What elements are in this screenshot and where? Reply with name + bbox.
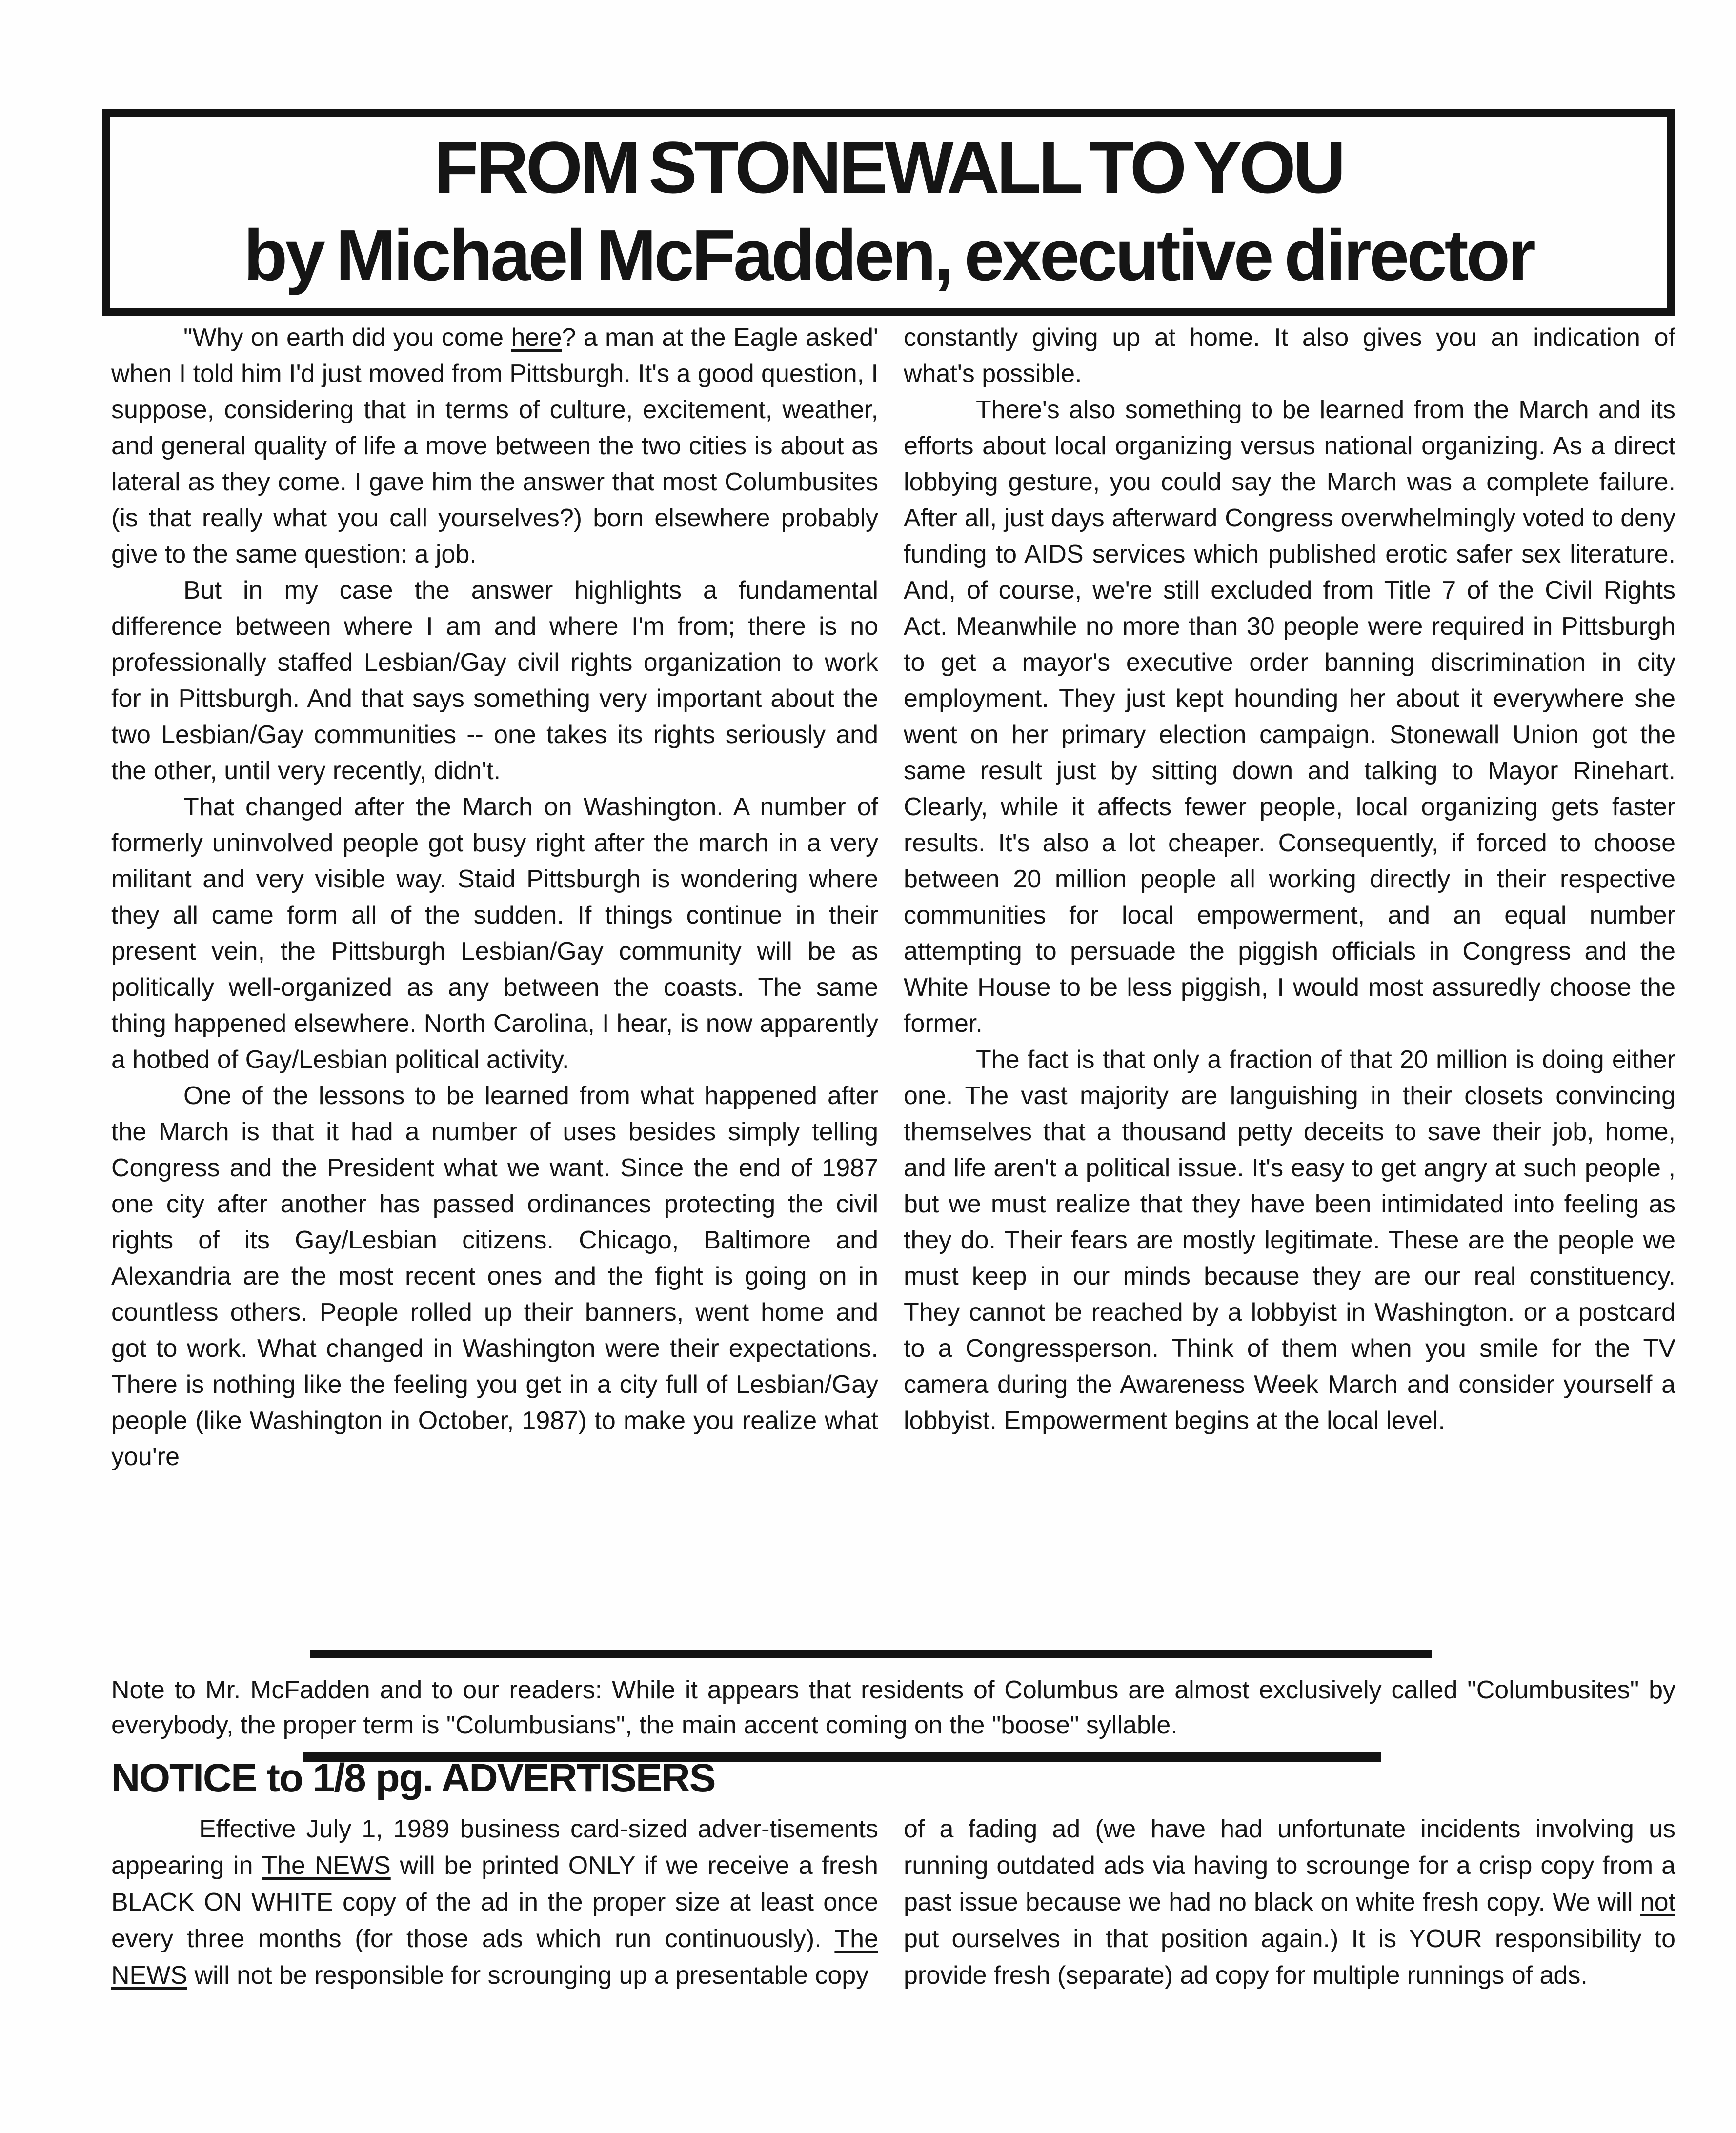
paragraph: constantly giving up at home. It also gives you an indication of what's possible. xyxy=(904,323,1675,388)
paragraph: Note to Mr. McFadden and to our readers: While it appears that residents of Columbus are almost exclusively called "Columbusites" by everybody, the proper term is "Columbusians", the main accent coming on the "boose" syllable. xyxy=(111,1676,1675,1739)
article-column-right xyxy=(904,320,1675,1439)
paragraph: That changed after the March on Washington. A number of formerly uninvolved people got busy right after the march in a very militant and very visible way. Staid Pittsburgh is wondering where they all came form all of the sudden. If things continue in their present vein, the Pittsburgh Lesbian/Gay community will be as politically well-organized as any between the coasts. The same thing happened elsewhere. North Carolina, I hear, is now apparently a hotbed of Gay/Lesbian political activity. xyxy=(111,793,878,1074)
paragraph: "Why on earth did you come here? a man at the Eagle asked' when I told him I'd just moved from Pittsburgh. It's a good question, I suppose, considering that in terms of culture, excitement, weather, and general quality of life a move between the two cities is about as lateral as they come. I gave him the answer that most Columbusites (is that really what you call yourselves?) born elsewhere probably give to the same question: a job. xyxy=(111,323,878,568)
paragraph: The fact is that only a fraction of that 20 million is doing either one. The vast majority are languishing in their closets convincing themselves that a thousand petty deceits to save their job, home, and life aren't a political issue. It's easy to get angry at such people , but we must realize that they have been intimidated into feeling as they do. Their fears are mostly legitimate. These are the people we must keep in our minds because they are our real constituency. They cannot be reached by a lobbyist in Washington. or a postcard to a Congressperson. Think of them when you smile for the TV camera during the Awareness Week March and consider yourself a lobbyist. Empowerment begins at the local level. xyxy=(904,1046,1675,1435)
notice-heading: NOTICE to 1/8 pg. ADVERTISERS xyxy=(111,1756,715,1800)
article-title-box xyxy=(102,109,1675,316)
divider-rule-article-end xyxy=(310,1650,1432,1658)
paragraph: There's also something to be learned from the March and its efforts about local organizing versus national organizing. As a direct lobbying gesture, you could say the March was a complete failure. After all, just days afterward Congress overwhelmingly voted to deny funding to AIDS services which published erotic safer sex literature. And, of course, we're still excluded from Title 7 of the Civil Rights Act. Meanwhile no more than 30 people were required in Pittsburgh to get a mayor's executive order banning discrimination in city employment. They just kept hounding her about it everywhere she went on her primary election campaign. Stonewall Union got the same result just by sitting down and talking to Mayor Rinehart. Clearly, while it affects fewer people, local organizing gets faster results. It's also a lot cheaper. Consequently, if forced to choose between 20 million people all working directly in their respective communities for local empowerment, and an equal number attempting to persuade the piggish officials in Congress and the White House to be less piggish, I would most assuredly choose the former. xyxy=(904,396,1675,1038)
notice-column-right xyxy=(904,1811,1675,1994)
paragraph: One of the lessons to be learned from what happened after the March is that it had a number of uses besides simply telling Congress and the President what we want. Since the end of 1987 one city after another has passed ordinances protecting the civil rights of its Gay/Lesbian citizens. Chicago, Baltimore and Alexandria are the most recent ones and the fight is going on in countless others. People rolled up their banners, went home and got to work. What changed in Washington were their expectations. There is nothing like the feeling you get in a city full of Lesbian/Gay people (like Washington in October, 1987) to make you realize what you're xyxy=(111,1082,878,1471)
paragraph: But in my case the answer highlights a fundamental difference between where I am and where I'm from; there is no professionally staffed Lesbian/Gay civil rights organization to work for in Pittsburgh. And that says something very important about the two Lesbian/Gay communities -- one takes its rights seriously and the other, until very recently, didn't. xyxy=(111,576,878,785)
notice-column-left xyxy=(111,1811,878,1994)
editors-note xyxy=(111,1672,1675,1743)
paragraph: of a fading ad (we have had unfortunate incidents involving us running outdated ads via having to scrounge for a crisp copy from a past issue because we had no black on white fresh copy. We will not put ourselves in that position again.) It is YOUR responsibility to provide fresh (separate) ad copy for multiple runnings of ads. xyxy=(904,1815,1675,1990)
article-byline: by Michael McFadden, executive director xyxy=(243,215,1534,296)
article-column-left xyxy=(111,320,878,1475)
paragraph: Effective July 1, 1989 business card-sized adver-tisements appearing in The NEWS will be printed ONLY if we receive a fresh BLACK ON WHITE copy of the ad in the proper size at least once every three months (for those ads which run continuously). The NEWS will not be responsible for scrounging up a presentable copy xyxy=(111,1815,878,1990)
article-title: FROM STONEWALL TO YOU xyxy=(434,126,1343,208)
